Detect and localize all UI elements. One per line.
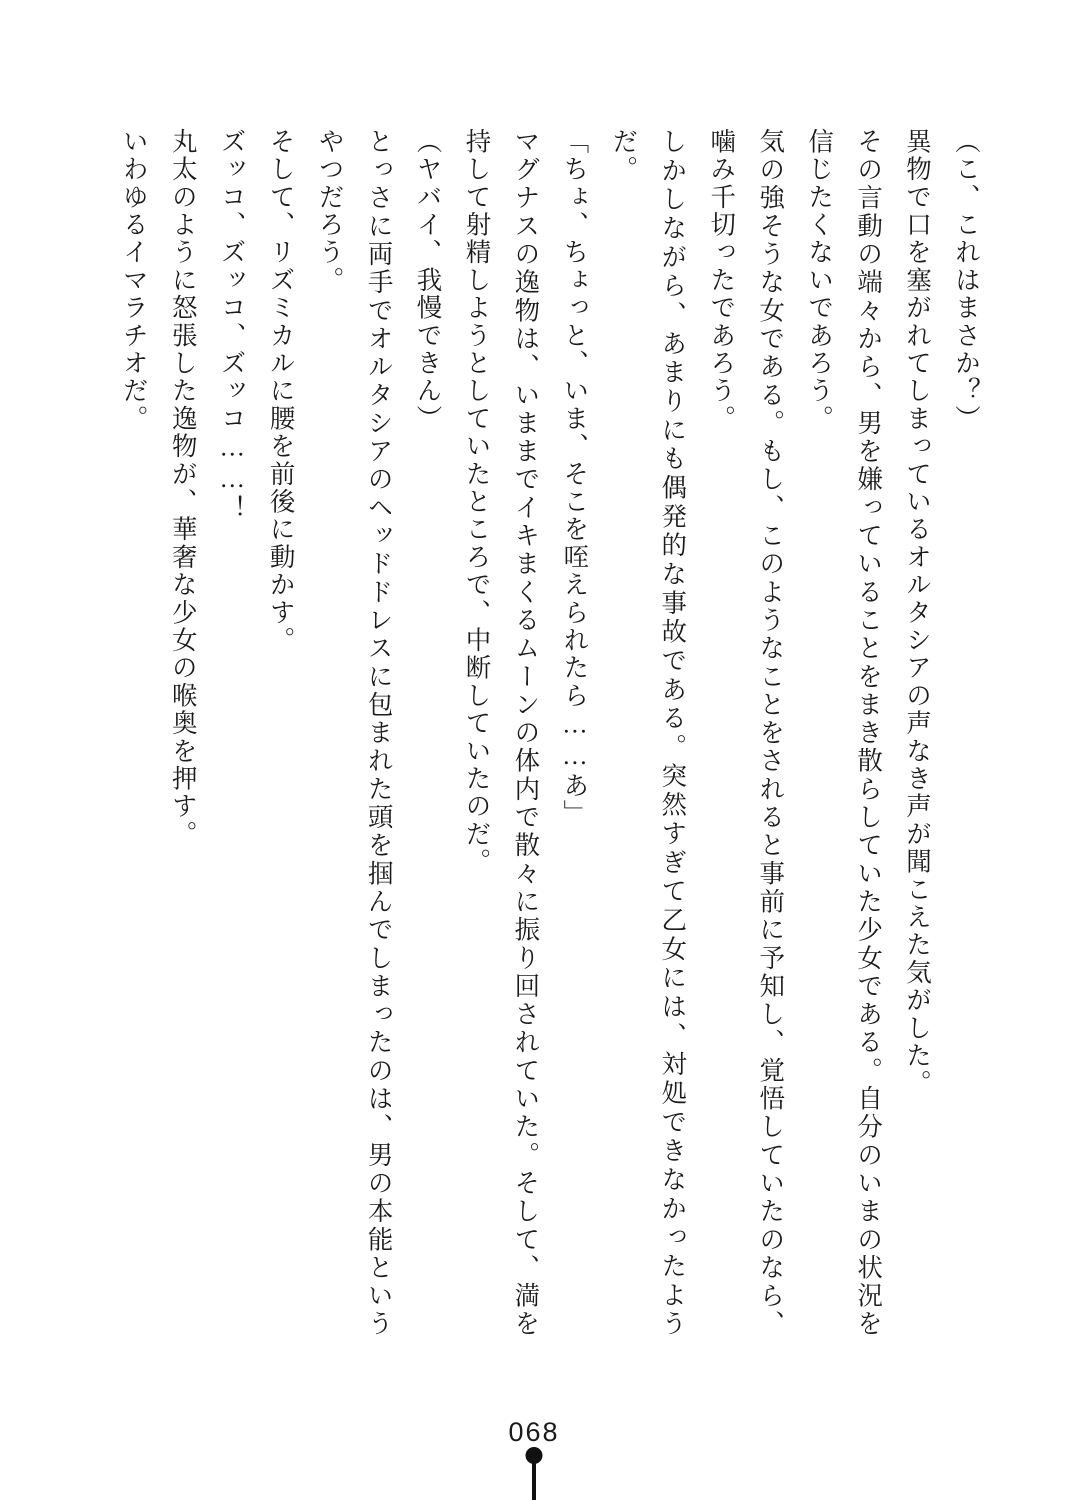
paragraph: （ヤバイ、我慢できん）	[413, 128, 443, 433]
footer-dot-ornament	[526, 1447, 543, 1464]
paragraph: （こ、これはまさか？）	[952, 128, 981, 433]
paragraph: 丸太のように怒張した逸物が、華奢な少女の喉奥を押す。	[168, 128, 198, 849]
paragraph: いわゆるイマラチオだ。	[119, 128, 149, 433]
paragraph: その言動の端々から、男を嫌っていることをまき散らしていた少女である。自分のいまの状況を信じたくないであろう。	[805, 128, 884, 1338]
paragraph: そして、リズミカルに腰を前後に動かす。	[266, 128, 296, 655]
page-body-text	[110, 128, 990, 1338]
paragraph: とっさに両手でオルタシアのヘッドドレスに包まれた頭を掴んでしまったのは、男の本能というやつだろう。	[315, 128, 394, 1338]
paragraph: 気の強そうな女である。もし、このようなことをされると事前に予知し、覚悟していたのなら、噛み千切ったであろう。	[707, 128, 786, 1338]
paragraph: しかしながら、あまりにも偶発的な事故である。突然すぎて乙女には、対処できなかったようだ。	[609, 128, 688, 1338]
paragraph: マグナスの逸物は、いままでイキまくるムーンの体内で散々に振り回されていた。そして、満を持して射精しようとしていたところで、中断していたのだ。	[462, 128, 541, 1338]
paragraph: ズッコ、ズッコ、ズッコ……！	[217, 128, 247, 523]
paragraph: 異物で口を塞がれてしまっているオルタシアの声なき声が聞こえた気がした。	[903, 128, 933, 1098]
page-number: 068	[508, 1417, 560, 1447]
paragraph: 「ちょ、ちょっと、いま、そこを咥えられたら……あ」	[560, 128, 590, 828]
